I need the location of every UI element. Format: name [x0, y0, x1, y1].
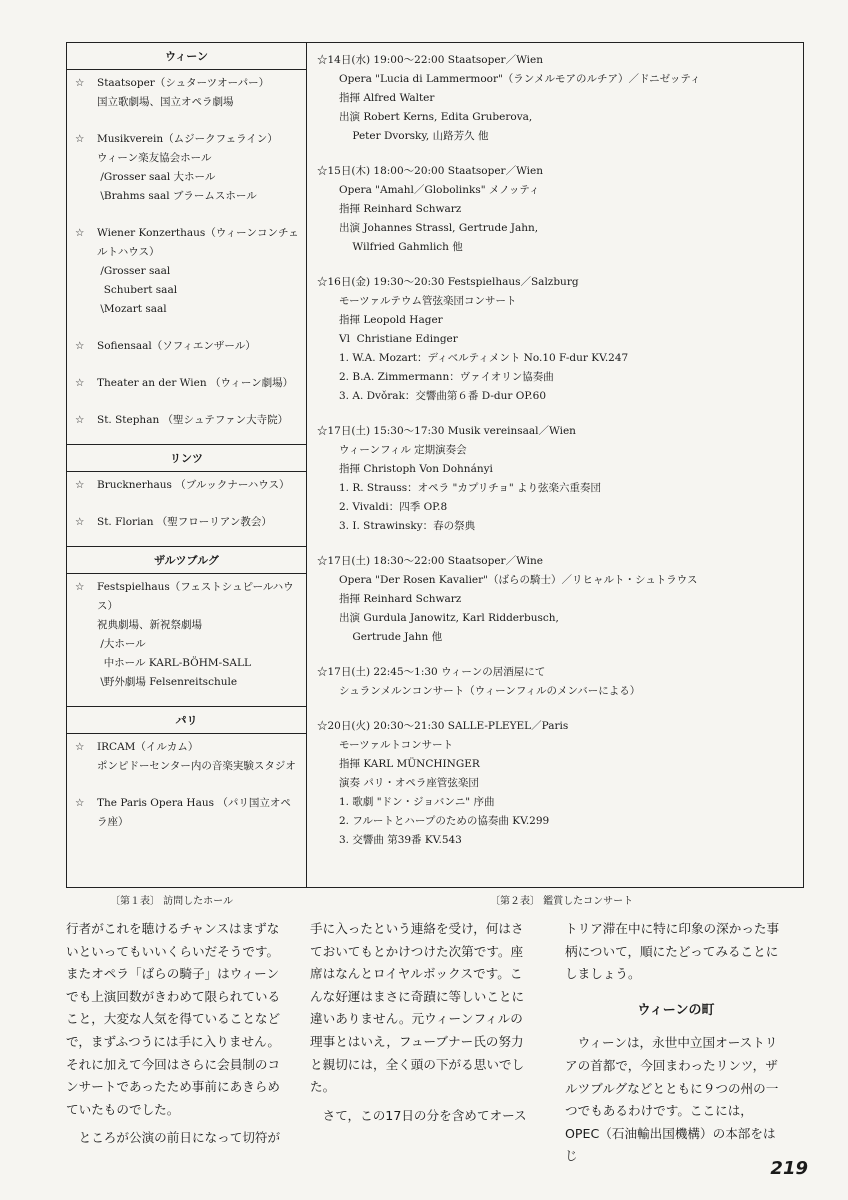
section-heading: ザルツブルグ: [67, 546, 306, 574]
star-icon: ☆: [75, 797, 85, 809]
concert-details: モーツァルテウム管弦楽団コンサート 指揮 Leopold Hager Vl Christiane Edinger 1. W.A. Mozart：ディベルティメント No.10 F-dur KV.247 2. B.A. Zimmermann：ヴァイオリン協奏曲 3. A. Dvǒrak：交響曲第６番 D-dur OP.60: [339, 295, 629, 402]
col3-para-1: トリア滞在中に特に印象の深かった事柄について，順にたどってみることにしましょう。: [565, 921, 780, 982]
star-icon: ☆: [75, 77, 85, 89]
venue-entry: [67, 370, 306, 407]
concert-heading: ☆17日(土) 22:45～1:30 ウィーンの居酒屋にて: [317, 666, 546, 678]
section-heading: リンツ: [67, 444, 306, 472]
page-number: 219: [770, 1158, 808, 1179]
venue-entry: [67, 407, 306, 444]
venue-entry: [67, 734, 306, 790]
venue-text: IRCAM（イルカム） ポンピドーセンター内の音楽実験スタジオ: [97, 741, 296, 772]
venue-entry: [67, 70, 306, 126]
star-icon: ☆: [75, 479, 85, 491]
concert-entry: [317, 162, 803, 257]
col2-para-1: 手に入ったという連絡を受け，何はさておいてもとかけつけた次第です。座席はなんとロイヤルボックスです。こんな好運はまさに奇蹟に等しいことに違いありません。元ウィーンフィルの理事とはいえ，フューブナー氏の努力と親切には，全く頭の下がる思いでした。: [310, 921, 525, 1095]
venue-entry: [67, 333, 306, 370]
concert-entry: [317, 717, 803, 850]
star-icon: ☆: [75, 741, 85, 753]
concert-entry: [317, 51, 803, 146]
col3-para-2: ウィーンは，永世中立国オーストリアの首都で，今回まわったリンツ，ザルツブルグなどとともに９つの州の一つでもあるわけです。ここには，OPEC（石油輸出国機構）の本部をはじ: [565, 1035, 779, 1164]
concert-heading: ☆20日(火) 20:30～21:30 SALLE-PLEYEL／Paris: [317, 720, 569, 732]
section-heading: パリ: [67, 706, 306, 734]
star-icon: ☆: [75, 414, 85, 426]
col1-para-1: 行者がこれを聴けるチャンスはまずないといってもいいくらいだそうです。またオペラ「ばらの騎子」はウィーンでも上演回数がきわめて限られていること，大変な人気を得ていることなどで，まずふつうには手に入りません。それに加えて今回はさらに会員制のコンサートであったため事前にあきらめていたものでした。: [66, 921, 281, 1117]
concert-details: シュランメルンコンサート（ウィーンフィルのメンバーによる）: [339, 685, 641, 697]
venue-entry: [67, 126, 306, 220]
table2-caption: 〔第２表〕 鑑賞したコンサート: [490, 896, 634, 907]
star-icon: ☆: [75, 340, 85, 352]
venue-entry: [67, 574, 306, 706]
concert-entry: [317, 663, 803, 701]
body-column-2: [310, 918, 532, 1127]
table1-caption: 〔第１表〕 訪問したホール: [110, 896, 233, 907]
venue-entry: [67, 472, 306, 509]
concert-details: Opera "Der Rosen Kavalier"（ばらの騎士）／リヒャルト・シュトラウス 指揮 Reinhard Schwarz 出演 Gurdula Janowitz, Karl Ridderbusch, Gertrude Jahn 他: [339, 574, 698, 643]
star-icon: ☆: [75, 227, 85, 239]
concert-entry: [317, 552, 803, 647]
concert-heading: ☆17日(土) 15:30～17:30 Musik vereinsaal／Wien: [317, 425, 576, 437]
concert-entry: [317, 273, 803, 406]
concert-heading: ☆17日(土) 18:30～22:00 Staatsoper／Wine: [317, 555, 544, 567]
venue-entry: [67, 790, 306, 846]
table2-concerts: [307, 43, 803, 887]
venue-text: Brucknerhaus （ブルックナーハウス）: [97, 479, 290, 491]
venue-text: Sofiensaal（ソフィエンザール）: [97, 340, 256, 352]
venue-text: Musikverein（ムジークフェライン） ウィーン楽友協会ホール /Grosser saal 大ホール \Brahms saal ブラームスホール: [97, 133, 278, 202]
col1-para-2: ところが公演の前日になって切符が: [66, 1130, 281, 1146]
concert-details: モーツァルトコンサート 指揮 KARL MÜNCHINGER 演奏 パリ・オペラ座管弦楽団 1. 歌劇 "ドン・ジョバンニ" 序曲 2. フルートとハープのための協奏曲 KV.299 3. 交響曲 第39番 KV.543: [339, 739, 550, 846]
col2-para-2: さて，この17日の分を含めてオース: [310, 1107, 527, 1123]
venue-text: Festspielhaus（フェストシュピールハウス） 祝典劇場、新祝祭劇場 /大ホール 中ホール KARL-BÖHM-SALL \野外劇場 Felsenreitschule: [97, 581, 294, 688]
section-heading: ウィーン: [67, 43, 306, 70]
star-icon: ☆: [75, 377, 85, 389]
table1-visited-halls: [67, 43, 307, 887]
venue-text: Theater an der Wien （ウィーン劇場）: [97, 377, 294, 389]
star-icon: ☆: [75, 516, 85, 528]
tables-frame: [66, 42, 804, 888]
venue-entry: [67, 220, 306, 333]
section-heading: ウィーンの町: [637, 1002, 715, 1018]
concert-heading: ☆16日(金) 19:30～20:30 Festspielhaus／Salzburg: [317, 276, 579, 288]
venue-text: Staatsoper（シュターツオーパー） 国立歌劇場、国立オペラ劇場: [97, 77, 270, 108]
venue-text: The Paris Opera Haus （パリ国立オペラ座）: [97, 797, 291, 828]
star-icon: ☆: [75, 581, 85, 593]
concert-details: Opera "Amahl／Globolinks" メノッティ 指揮 Reinhard Schwarz 出演 Johannes Strassl, Gertrude Jahn, Wilfried Gahmlich 他: [339, 184, 540, 253]
body-column-3: [565, 918, 787, 1168]
venue-text: Wiener Konzerthaus（ウィーンコンチェルトハウス） /Grosser saal Schubert saal \Mozart saal: [97, 227, 299, 315]
venue-text: St. Florian （聖フローリアン教会）: [97, 516, 272, 528]
venue-text: St. Stephan （聖シュテファン大寺院）: [97, 414, 289, 426]
concert-heading: ☆15日(木) 18:00～20:00 Staatsoper／Wien: [317, 165, 544, 177]
venue-entry: [67, 509, 306, 546]
concert-details: Opera "Lucia di Lammermoor"（ランメルモアのルチア）／ドニゼッティ 指揮 Alfred Walter 出演 Robert Kerns, Edita Gruberova, Peter Dvorsky, 山路芳久 他: [339, 73, 701, 142]
concert-details: ウィーンフィル 定期演奏会 指揮 Christoph Von Dohnányi 1. R. Strauss：オペラ "カプリチョ" より弦楽六重奏団 2. Vivaldi：四季 OP.8 3. I. Strawinsky：春の祭典: [339, 444, 602, 532]
body-column-1: [66, 918, 288, 1150]
star-icon: ☆: [75, 133, 85, 145]
concert-heading: ☆14日(水) 19:00～22:00 Staatsoper／Wien: [317, 54, 544, 66]
concert-entry: [317, 422, 803, 536]
